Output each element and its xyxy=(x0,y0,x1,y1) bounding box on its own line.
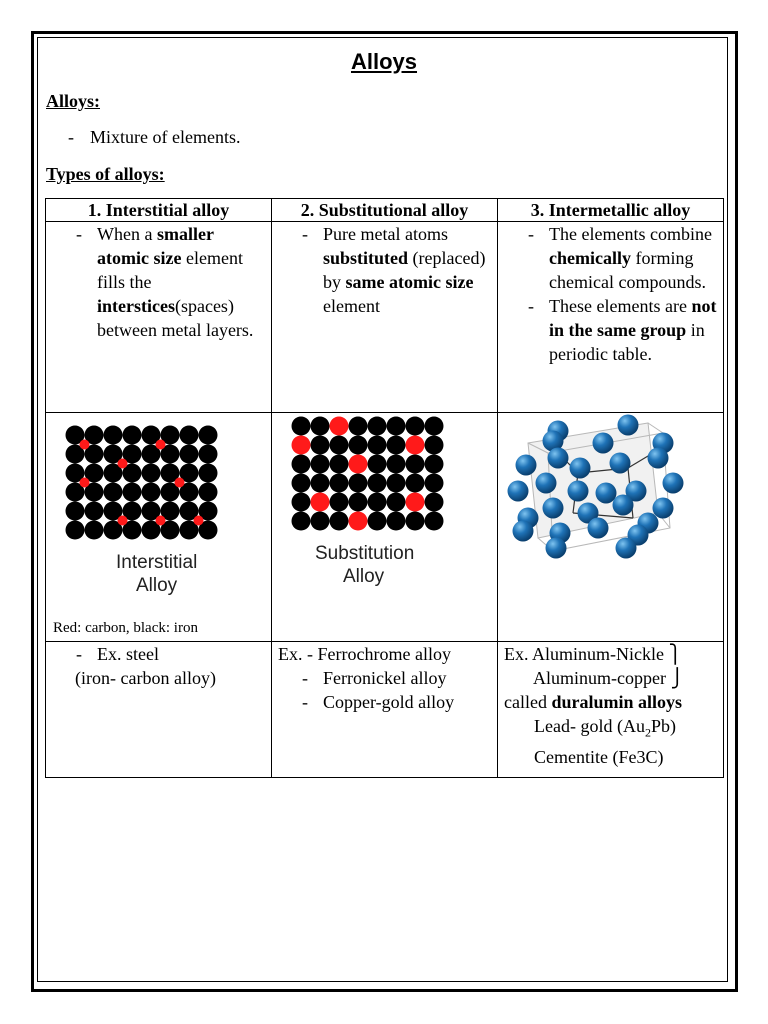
iron-atom xyxy=(368,436,387,455)
interstitial-description xyxy=(46,222,272,413)
intermetallic-diagram-cell xyxy=(498,413,724,642)
metal-atom xyxy=(648,448,669,469)
iron-atom xyxy=(406,512,425,531)
intermetallic-example xyxy=(498,642,724,778)
header-substitutional: 2. Substitutional alloy xyxy=(272,199,498,222)
iron-atom xyxy=(425,455,444,474)
page-title: Alloys xyxy=(350,49,418,74)
iron-atom xyxy=(425,417,444,436)
iron-atom xyxy=(142,483,161,502)
interstitial-diagram-cell xyxy=(46,413,272,642)
iron-atom xyxy=(123,426,142,445)
iron-atom xyxy=(330,474,349,493)
iron-atom xyxy=(349,417,368,436)
iron-atom xyxy=(199,483,218,502)
atom-grid xyxy=(292,417,444,531)
iron-atom xyxy=(199,445,218,464)
header-interstitial: 1. Interstitial alloy xyxy=(46,199,272,222)
substitutional-example xyxy=(272,642,498,778)
iron-atom xyxy=(311,455,330,474)
iron-atom xyxy=(406,455,425,474)
metal-atom xyxy=(543,498,564,519)
carbon-atom xyxy=(194,516,204,526)
table-example-row xyxy=(46,642,724,778)
header-intermetallic: 3. Intermetallic alloy xyxy=(498,199,724,222)
iron-atom xyxy=(406,474,425,493)
substitutional-description xyxy=(272,222,498,413)
iron-atom xyxy=(368,493,387,512)
iron-atom xyxy=(311,436,330,455)
iron-atom xyxy=(387,436,406,455)
bracket-icon: ⎫ xyxy=(668,644,682,664)
iron-atom xyxy=(85,502,104,521)
iron-atom xyxy=(330,436,349,455)
iron-atom xyxy=(368,474,387,493)
list-item: - These elements are not in the same group in periodic table. xyxy=(528,296,717,364)
substitution-lattice-diagram xyxy=(272,413,498,635)
substitutional-diagram-cell xyxy=(272,413,498,642)
diagram-label-interstitial: Interstitial xyxy=(116,552,198,573)
iron-atom xyxy=(368,417,387,436)
substituted-atom xyxy=(406,436,425,455)
iron-atom xyxy=(368,512,387,531)
substituted-atom xyxy=(330,417,349,436)
metal-atom xyxy=(546,538,567,559)
metal-atom xyxy=(663,473,684,494)
metal-atom xyxy=(613,495,634,516)
iron-atom xyxy=(311,512,330,531)
iron-atom xyxy=(311,474,330,493)
list-item: - Pure metal atoms substituted (replaced) by same atomic size element xyxy=(302,224,486,316)
example-line: called duralumin alloys xyxy=(504,692,683,712)
interstitial-lattice-diagram xyxy=(46,413,272,635)
iron-atom xyxy=(425,474,444,493)
example-lead: Ex. - Ferrochrome alloy xyxy=(278,644,451,664)
atom-color-caption: Red: carbon, black: iron xyxy=(53,620,198,636)
definition-bullet: - Mixture of elements. xyxy=(68,127,241,147)
metal-atom xyxy=(516,455,537,476)
substituted-atom xyxy=(292,436,311,455)
metal-atom xyxy=(536,473,557,494)
iron-atom xyxy=(66,502,85,521)
intermetallic-description xyxy=(498,222,724,413)
metal-atom xyxy=(548,448,569,469)
iron-atom xyxy=(387,493,406,512)
types-heading: Types of alloys: xyxy=(46,164,165,184)
metal-atom xyxy=(653,498,674,519)
list-item: - Ex. steel xyxy=(76,644,159,664)
metal-atom xyxy=(610,453,631,474)
iron-atom xyxy=(387,455,406,474)
iron-atom xyxy=(330,455,349,474)
bracket-icon: ⎭ xyxy=(670,668,684,688)
metal-atom xyxy=(570,458,591,479)
iron-atom-grid xyxy=(66,426,218,540)
carbon-atom xyxy=(80,478,90,488)
iron-atom xyxy=(292,474,311,493)
carbon-atom xyxy=(80,440,90,450)
example-line: Cementite (Fe3C) xyxy=(534,746,664,767)
iron-atom xyxy=(368,455,387,474)
diagram-label-alloy: Alloy xyxy=(136,575,178,596)
iron-atom xyxy=(199,426,218,445)
iron-atom xyxy=(349,493,368,512)
iron-atom xyxy=(292,455,311,474)
metal-atom xyxy=(616,538,637,559)
carbon-atom xyxy=(118,516,128,526)
list-item: - The elements combine chemically forming chemical compounds. xyxy=(528,224,712,292)
iron-atom xyxy=(292,512,311,531)
iron-atom xyxy=(123,483,142,502)
iron-atom xyxy=(142,464,161,483)
iron-atom xyxy=(425,493,444,512)
alloys-heading: Alloys: xyxy=(46,91,100,111)
iron-atom xyxy=(387,512,406,531)
iron-atom xyxy=(387,417,406,436)
iron-atom xyxy=(292,493,311,512)
intermetallic-crystal-diagram xyxy=(498,413,724,635)
carbon-atom xyxy=(118,459,128,469)
list-item: - When a smaller atomic size element fills the interstices(spaces) between metal layers. xyxy=(76,224,254,340)
substituted-atom xyxy=(406,493,425,512)
carbon-atom xyxy=(175,478,185,488)
metal-atom xyxy=(618,415,639,436)
example-line: Lead- gold $(Au_2Pb)$ xyxy=(534,716,676,740)
substituted-atom xyxy=(311,493,330,512)
carbon-atom xyxy=(156,516,166,526)
alloy-types-table xyxy=(45,198,724,778)
carbon-atom xyxy=(156,440,166,450)
metal-atom xyxy=(588,518,609,539)
iron-atom xyxy=(292,417,311,436)
example-note: (iron- carbon alloy) xyxy=(75,668,216,688)
iron-atom xyxy=(425,436,444,455)
iron-atom xyxy=(311,417,330,436)
iron-atom xyxy=(349,436,368,455)
list-item: - Ferronickel alloy xyxy=(302,668,447,688)
table-diagram-row xyxy=(46,413,724,642)
iron-atom xyxy=(349,474,368,493)
interstitial-example xyxy=(46,642,272,778)
iron-atom xyxy=(330,493,349,512)
iron-atom xyxy=(330,512,349,531)
iron-atom xyxy=(387,474,406,493)
table-description-row xyxy=(46,222,724,413)
metal-atom xyxy=(593,433,614,454)
iron-atom xyxy=(104,426,123,445)
metal-atom xyxy=(513,521,534,542)
iron-atom xyxy=(180,426,199,445)
iron-atom xyxy=(85,521,104,540)
metal-atom xyxy=(508,481,529,502)
diagram-label-alloy: Alloy xyxy=(343,566,385,587)
diagram-label-substitution: Substitution xyxy=(315,543,415,564)
iron-atom xyxy=(180,445,199,464)
list-item: - Copper-gold alloy xyxy=(302,692,455,712)
example-line: Ex. Aluminum-Nickle ⎫ xyxy=(504,644,682,664)
substituted-atom xyxy=(349,455,368,474)
table-header-row xyxy=(46,199,724,222)
iron-atom xyxy=(199,464,218,483)
iron-atom xyxy=(425,512,444,531)
iron-atom xyxy=(104,483,123,502)
iron-atom xyxy=(66,521,85,540)
substituted-atom xyxy=(349,512,368,531)
definition-text: Mixture of elements. xyxy=(90,127,241,147)
example-line: Aluminum-copper ⎭ xyxy=(533,668,684,688)
metal-atom xyxy=(568,481,589,502)
iron-atom xyxy=(406,417,425,436)
metal-atom xyxy=(596,483,617,504)
